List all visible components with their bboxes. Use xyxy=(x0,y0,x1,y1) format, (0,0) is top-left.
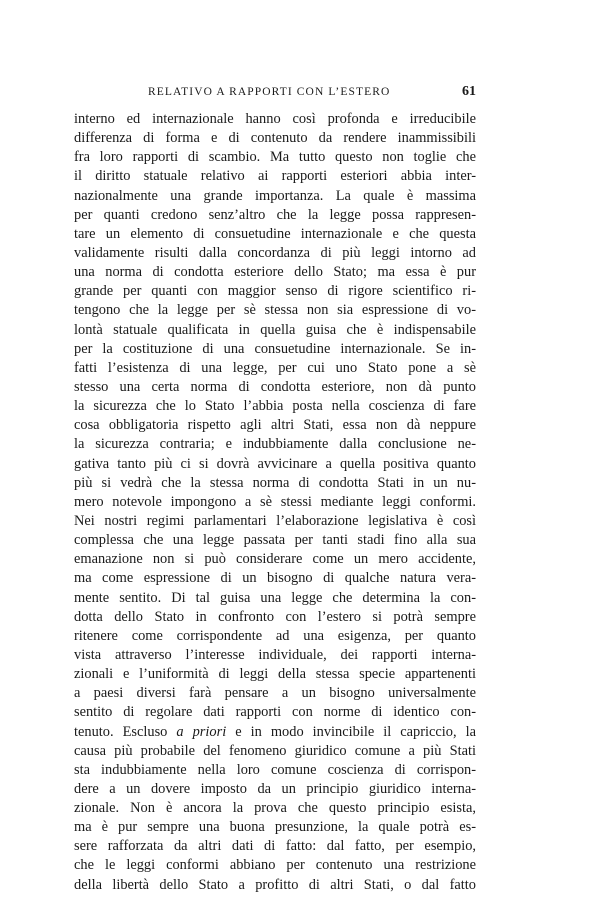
text-line: la sicurezza che lo Stato l’abbia posta nella coscienza di fare xyxy=(74,398,476,415)
text-line: differenza di forma e di contenuto da rendere inammissibili xyxy=(74,130,476,147)
text-line: che le leggi conformi abbiano per contenuto una restrizione xyxy=(74,857,476,874)
text-line: Nei nostri regimi parlamentari l’elaborazione legislativa è così xyxy=(74,512,476,529)
text-line: interno ed internazionale hanno così profonda e irreducibile xyxy=(74,111,476,127)
text-line: ma come espressione di un bisogno di qualche natura vera- xyxy=(74,570,476,587)
italic-phrase: a priori xyxy=(176,723,227,740)
text-line: ma è pur sempre una buona presunzione, la quale potrà es- xyxy=(74,819,476,836)
text-line: nazionalmente una grande importanza. La quale è massima xyxy=(74,187,476,204)
text-line: fatti l’esistenza di una legge, per cui uno Stato pone a sè xyxy=(74,359,476,376)
text-line: tengono che la legge per sè stessa non sia espressione di vo- xyxy=(74,302,476,319)
text-line: una norma di condotta esteriore dello Stato; ma essa è pur xyxy=(74,264,476,281)
text-line: vista attraverso l’interesse individuale, dei rapporti interna- xyxy=(74,646,476,663)
text-line: sere rafforzata da altri dati di fatto: dal fatto, per esempio, xyxy=(74,838,476,855)
line-suffix: e in modo invincibile il capriccio, la xyxy=(226,723,476,740)
text-line: emanazione non si può considerare come un mero accidente, xyxy=(74,551,476,568)
text-line: sentito di regolare dati rapporti con norme di identico con- xyxy=(74,704,476,721)
text-line: per quanti credono senz’altro che la legge possa rappresen- xyxy=(74,206,476,223)
page-number: 61 xyxy=(462,84,476,99)
text-line: gativa tanto più ci si dovrà avvicinare a quella positiva quanto xyxy=(74,455,476,472)
text-line: lontà statuale qualificata in quella guisa che è indispensabile xyxy=(74,321,476,338)
text-line: fra loro rapporti di scambio. Ma tutto questo non toglie che xyxy=(74,149,476,166)
text-line: ritenere come corrispondente ad una esigenza, per quanto xyxy=(74,627,476,644)
text-line: stesso una certa norma di condotta esteriore, non dà punto xyxy=(74,378,476,395)
text-line: dotta dello Stato in confronto con l’estero si potrà sempre xyxy=(74,608,476,625)
text-line: zionali e l’uniformità di leggi della stessa specie appartenenti xyxy=(74,666,476,683)
text-line: più si vedrà che la stessa norma di condotta Stati in un nu- xyxy=(74,474,476,491)
text-line: mente sentito. Di tal guisa una legge che determina la con- xyxy=(74,589,476,606)
text-line: per la costituzione di una consuetudine internazionale. Se in- xyxy=(74,340,476,357)
text-line: il diritto statuale relativo ai rapporti esteriori abbia inter- xyxy=(74,168,476,185)
running-head xyxy=(74,86,476,106)
text-line: la sicurezza contraria; e indubbiamente dalla conclusione ne- xyxy=(74,436,476,453)
text-line: sta indubbiamente nella loro comune coscienza di corrispon- xyxy=(74,761,476,778)
text-line: validamente risulti dalla concordanza di più leggi intorno ad xyxy=(74,244,476,261)
text-line: a paesi diversi farà pensare a un bisogno universalmente xyxy=(74,685,476,702)
text-line: causa più probabile del fenomeno giuridico comune a più Stati xyxy=(74,742,476,759)
running-title: RELATIVO A RAPPORTI CON L’ESTERO xyxy=(148,86,391,98)
text-line: cosa obbligatoria rispetto agli altri Stati, essa non dà neppure xyxy=(74,417,476,434)
text-line-with-italic xyxy=(74,723,476,742)
text-line: complessa che una legge passata per tanti stadi fino alla sua xyxy=(74,532,476,549)
line-prefix: tenuto. Escluso xyxy=(74,723,177,740)
body-text xyxy=(74,110,476,895)
text-line: della libertà dello Stato a profitto di altri Stati, o dal fatto xyxy=(74,876,476,893)
text-line: tare un elemento di consuetudine internazionale e che questa xyxy=(74,225,476,242)
text-line: mero notevole impongono a sè stessi mediante leggi conformi. xyxy=(74,493,476,510)
text-line: grande per quanti con maggior senso di rigore scientifico ri- xyxy=(74,283,476,300)
text-line: zionale. Non è ancora la prova che questo principio esista, xyxy=(74,800,476,817)
text-line: dere a un dovere imposto da un principio giuridico interna- xyxy=(74,780,476,797)
